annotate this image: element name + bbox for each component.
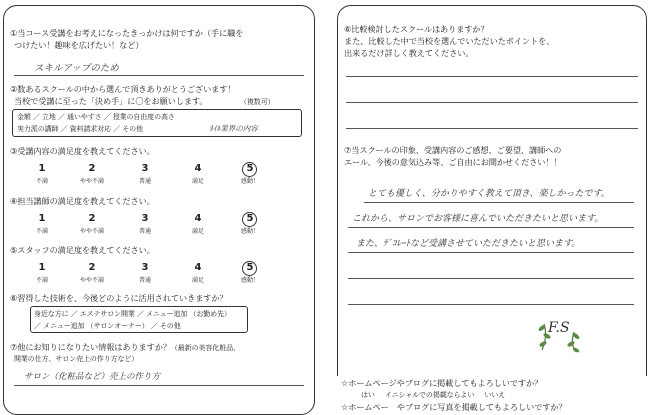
q6-right-line2: また、比較した中で当校を選んでいただいたポイントを、 [344, 36, 555, 46]
q6-right-line1: ⑥比較検討したスクールはありますか？ [344, 24, 489, 34]
q5-label-2: やや不満 [79, 277, 104, 284]
option-materials[interactable]: 資料請求対応 [69, 125, 111, 133]
q4-selected-circle [242, 212, 257, 227]
q6-options-box [30, 306, 248, 333]
q6-right-line-a [346, 76, 638, 77]
q6-option-add-menu-owner[interactable]: メニュー追加 [43, 322, 85, 330]
q7-left-line2: 開業の仕方、サロン売上の作り方など） [14, 355, 139, 363]
q5-selected-circle [242, 261, 257, 276]
survey-left-panel [3, 5, 315, 415]
q2-note: （複数可） [240, 98, 275, 106]
q1-question-line1: ①当コース受講をお考えになったきっかけは何ですか（手に職を [10, 28, 244, 38]
q2-other-answer: ﾈｲﾙ業界の内容 [209, 124, 258, 133]
q4-option-3[interactable]: 3 [141, 213, 149, 224]
q4-label-2: やや不満 [79, 228, 104, 235]
footer-question-1: ☆ホームページやブログに掲載してもよろしいですか？ [341, 378, 543, 388]
signature-emblem [534, 306, 584, 358]
q3-option-1[interactable]: 1 [38, 163, 46, 174]
option-other[interactable]: その他 [122, 125, 143, 133]
q7-left-answer: サロン（化粧品など）売上の作り方 [24, 372, 161, 382]
q3-option-5[interactable]: 5 [246, 163, 254, 174]
footer-option-no[interactable]: いいえ [484, 391, 506, 399]
q3-option-4[interactable]: 4 [194, 163, 202, 174]
q2-option-row2: 実力派の講師 ／ 資料請求対応 ／ その他 [17, 125, 143, 133]
q1-question-line2: つけたい！趣味を広げたい！など） [14, 40, 144, 50]
q7-right-line-5 [348, 304, 634, 305]
q5-option-3[interactable]: 3 [141, 262, 149, 273]
q3-label-2: やや不満 [79, 178, 104, 185]
q6-option-row2: ／ メニュー追加 （サロンオーナー） ／ その他 [34, 322, 181, 330]
q7-right-line1: ⑦当スクールの印象、受講内容のご感想、ご要望、講師への [344, 145, 562, 155]
q2-question-line1: ②数あるスクールの中から選んで頂きありがとうございます！ [10, 84, 236, 94]
option-instructor[interactable]: 実力派の講師 [17, 125, 59, 133]
q3-label-3: 普通 [138, 178, 151, 185]
q6-right-line3: 出来るだけ詳しく教えてください。 [344, 48, 474, 58]
footer [337, 376, 647, 415]
q3-option-2[interactable]: 2 [88, 163, 96, 174]
q4-option-1[interactable]: 1 [38, 213, 46, 224]
q6-right-line-b [346, 102, 638, 103]
q5-option-5[interactable]: 5 [246, 262, 254, 273]
q4-label-4: 満足 [191, 228, 204, 235]
q4-label-5: 感動！ [240, 228, 259, 235]
q7-right-line-1 [364, 202, 634, 203]
q7-right-answer-2: これから、サロンでお客様に喜んでいただきたいと思います。 [352, 214, 604, 224]
q6-option-other[interactable]: その他 [159, 322, 181, 330]
survey-right-panel [337, 5, 647, 415]
q2-question-line2: 当校で受講に至った「決め手」に〇をお願いします。 [14, 96, 208, 106]
q7-left-line1: ⑦他にお知りになりたい情報はありますか？（最新の美容化粧品、 [10, 342, 240, 352]
option-flexibility[interactable]: 授業の自由度の高さ [112, 113, 175, 121]
footer-options-1 [361, 390, 505, 401]
q7-right-line-3 [348, 252, 634, 253]
signature-initials: F.S [548, 320, 570, 336]
q4-option-2[interactable]: 2 [88, 213, 96, 224]
q4-title: ④担当講師の満足度を教えてください。 [10, 196, 155, 206]
q7-right-line2: エール、今後の意気込み等、ご自由にお聞かせください！！ [344, 157, 562, 167]
q3-option-3[interactable]: 3 [141, 163, 149, 174]
q7-right-line-2 [348, 227, 634, 228]
q4-option-4[interactable]: 4 [194, 213, 202, 224]
q7-right-answer-3: また、ﾃﾞｺﾚｰﾄなど受講させていただきたいと思います。 [356, 239, 581, 249]
q7-left-answer-line [14, 385, 304, 386]
q6-option-open-salon[interactable]: エステサロン開業 [79, 310, 135, 318]
q3-label-5: 感動！ [240, 178, 259, 185]
footer-option-initials[interactable]: イニシャルでの掲載ならよい [384, 391, 475, 399]
option-location[interactable]: 立地 [42, 113, 56, 121]
q3-label-4: 満足 [191, 178, 204, 185]
q6-option-row1: 身近な方に ／ エステサロン開業 ／ メニュー追加 （お勤め先） [34, 310, 231, 318]
q4-label-3: 普通 [138, 228, 151, 235]
q7-right-answer-1: とても優しく、分かりやすく教えて頂き、楽しかったです。 [368, 189, 610, 199]
q5-label-4: 満足 [191, 277, 204, 284]
q6-title: ⑥習得した技術を、今後どのように活用されていきますか？ [10, 293, 228, 303]
q6-option-close-people[interactable]: 身近な方に [34, 310, 69, 318]
q6-option-add-menu-employer[interactable]: メニュー追加 [145, 310, 188, 318]
q3-title: ③受講内容の満足度を教えてください。 [10, 146, 155, 156]
q5-label-1: 不満 [35, 277, 48, 284]
q5-option-2[interactable]: 2 [88, 262, 96, 273]
q2-options-box [12, 109, 302, 137]
q5-option-4[interactable]: 4 [194, 262, 202, 273]
q1-answer-line [14, 75, 304, 76]
q4-option-5[interactable]: 5 [246, 213, 254, 224]
footer-option-yes[interactable]: はい [361, 391, 375, 399]
q5-option-1[interactable]: 1 [38, 262, 46, 273]
q5-label-3: 普通 [138, 277, 151, 284]
q5-label-5: 感動！ [240, 277, 259, 284]
q1-answer: スキルアップのため [34, 63, 119, 74]
q2-option-row1: 金額 ／ 立地 ／ 通いやすさ ／ 授業の自由度の高さ [17, 113, 175, 121]
option-accessibility[interactable]: 通いやすさ [67, 113, 102, 121]
q5-title: ⑤スタッフの満足度を教えてください。 [10, 245, 155, 255]
q7-right-line-4 [348, 278, 634, 279]
q6-right-line-c [346, 128, 638, 129]
q3-selected-circle [242, 162, 257, 177]
footer-question-2: ☆ホームペー やブログに写真を掲載してもよろしいですか？ [341, 402, 567, 412]
q4-label-1: 不満 [35, 228, 48, 235]
option-price[interactable]: 金額 [17, 113, 31, 121]
q3-label-1: 不満 [35, 178, 48, 185]
